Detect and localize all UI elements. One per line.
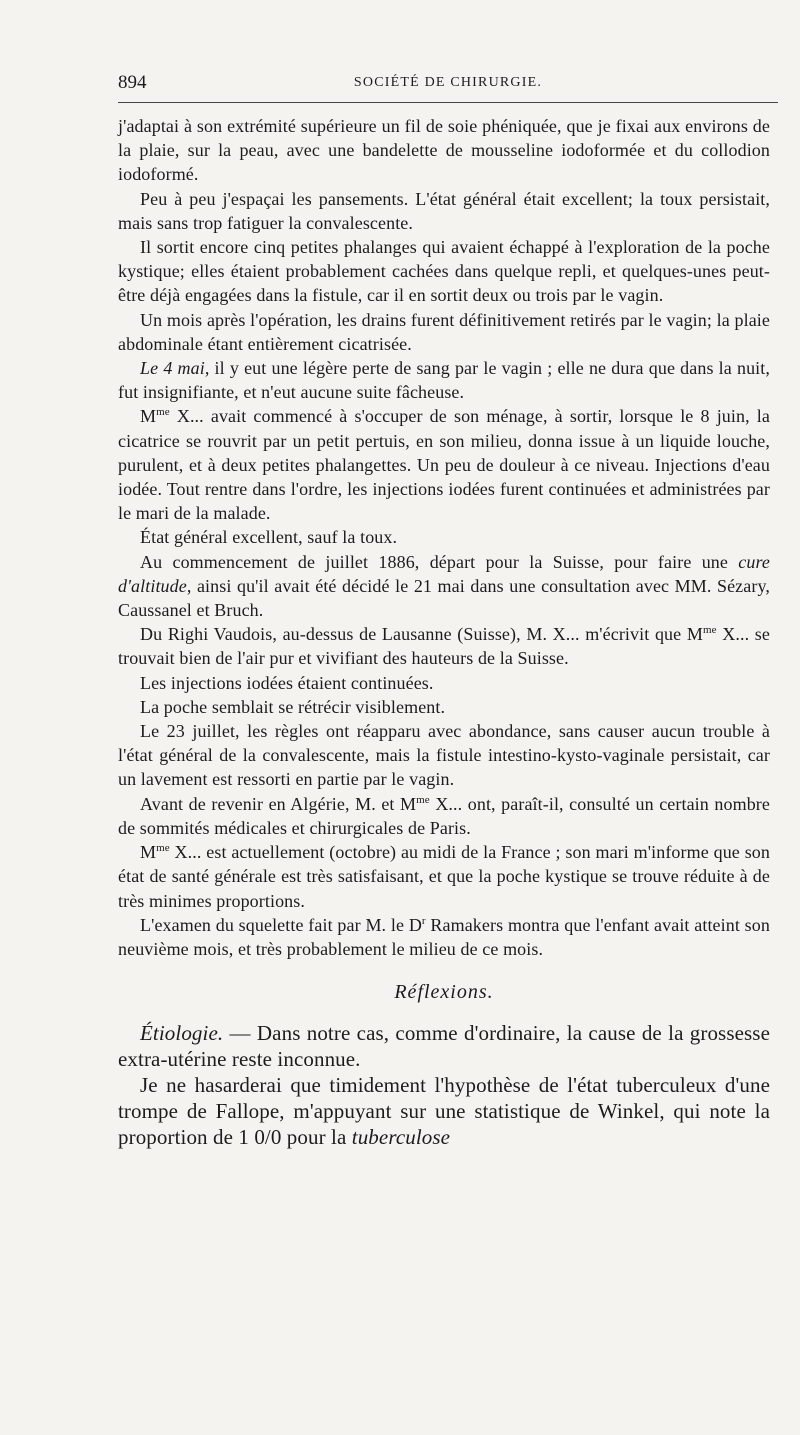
paragraph-text: X... est actuellement (octobre) au midi de la France ; son mari m'informe que son état de santé générale est très satisfaisant, et que la poche kystique se trouve réduite à de très minimes proportions. [118, 842, 770, 911]
etiologie-italic: Étiologie. [140, 1021, 224, 1046]
paragraph: j'adaptai à son extrémité supérieure un fil de soie phéniquée, que je fixai aux environs de la plaie, sur la peau, avec une bandelette de mousseline iodoformée et du collodion iodoformé. [118, 116, 770, 185]
paragraph-text: Je ne hasarderai que timidement l'hypothèse de l'état tuberculeux d'une trompe de Fallope, m'appuyant sur une statistique de Winkel, qui note la proportion de 1 0/0 pour la [118, 1073, 770, 1150]
paragraph [118, 1020, 770, 1072]
section-title: Réflexions. [394, 981, 494, 1004]
paragraph [118, 792, 770, 840]
paragraph-text: Du Righi Vaudois, au-dessus de Lausanne (Suisse), M. X... m'écrivit que M [140, 624, 703, 645]
header-rule [118, 102, 778, 103]
paragraph-text: , ainsi qu'il avait été décidé le 21 mai dans une consultation avec MM. Sézary, Caussanel et Bruch. [118, 575, 770, 621]
paragraph [118, 840, 770, 913]
paragraph-text: , il y eut une légère perte de sang par le vagin ; elle ne dura que dans la nuit, fut insignifiante, et n'eut aucune suite fâcheuse. [118, 358, 770, 403]
paragraph [118, 913, 770, 961]
page-number: 894 [118, 72, 147, 93]
paragraph: Un mois après l'opération, les drains furent définitivement retirés par le vagin; la plaie abdominale étant entièrement cicatrisée. [118, 309, 770, 354]
paragraph-text: L'examen du squelette fait par M. le D [140, 914, 422, 935]
body-text [118, 114, 770, 1150]
paragraph-text: Avant de revenir en Algérie, M. et M [140, 793, 417, 814]
abbr-sup: r [421, 914, 426, 927]
paragraph: Il sortit encore cinq petites phalanges qui avaient échappé à l'exploration de la poche kystique; elles étaient probablement cachées dans quelque repli, et quelques-unes peut-être déjà engagées dans la fistule, car il en sortit deux ou trois par le vagin. [118, 237, 770, 306]
paragraph: Peu à peu j'espaçai les pansements. L'état général était excellent; la toux persistait, mais sans trop fatiguer la convalescente. [118, 188, 770, 233]
paragraph [118, 1072, 770, 1150]
paragraph-text: — Dans notre cas, comme d'ordinaire, la cause de la grossesse extra-utérine reste inconnue. [118, 1021, 770, 1072]
abbr-m: M [140, 406, 157, 427]
cure-italic: cure d'altitude [118, 551, 770, 596]
abbr-sup: me [703, 624, 717, 637]
paragraph [118, 550, 770, 623]
page-header [118, 72, 778, 98]
paragraph: Les injections iodées étaient continuées. [140, 672, 434, 693]
abbr-sup: me [156, 842, 170, 855]
paragraph: La poche semblait se rétrécir visiblement. [140, 696, 446, 717]
abbr-m: M [140, 842, 157, 863]
running-head: SOCIÉTÉ DE CHIRURGIE. [353, 75, 543, 90]
paragraph [118, 404, 770, 525]
paragraph-text: X... ont, paraît-il, consulté un certain nombre de sommités médicales et chirurgicales de Paris. [118, 793, 770, 838]
paragraph [118, 622, 770, 670]
paragraph: État général excellent, sauf la toux. [140, 527, 398, 548]
paragraph [118, 356, 770, 404]
paragraph-text: Ramakers montra que l'enfant avait atteint son neuvième mois, et très probablement le milieu de ce mois. [118, 914, 770, 959]
paragraph-text: Au commencement de juillet 1886, départ pour la Suisse, pour faire une [140, 551, 739, 572]
paragraph-text: X... se trouvait bien de l'air pur et vivifiant des hauteurs de la Suisse. [118, 624, 770, 669]
date-italic: Le 4 mai [140, 358, 205, 379]
abbr-sup: me [416, 793, 430, 806]
paragraph-text: X... avait commencé à s'occuper de son ménage, à sortir, lorsque le 8 juin, la cicatrice se rouvrit par un petit pertuis, en son milieu, donna issue à un liquide louche, purulent, et à deux petites phalangettes. Un peu de douleur à ce niveau. Injections d'eau iodée. Tout rentre dans l'ordre, les injections iodées furent continuées et administrées par le mari de la malade. [118, 406, 770, 524]
abbr-sup: me [156, 406, 170, 419]
tuberculose-italic: tuberculose [351, 1125, 451, 1150]
paragraph: Le 23 juillet, les règles ont réapparu avec abondance, sans causer aucun trouble à l'état général de la convalescente, mais la fistule intestino-kysto-vaginale persistait, car un lavement est ressorti en partie par le vagin. [118, 721, 770, 790]
